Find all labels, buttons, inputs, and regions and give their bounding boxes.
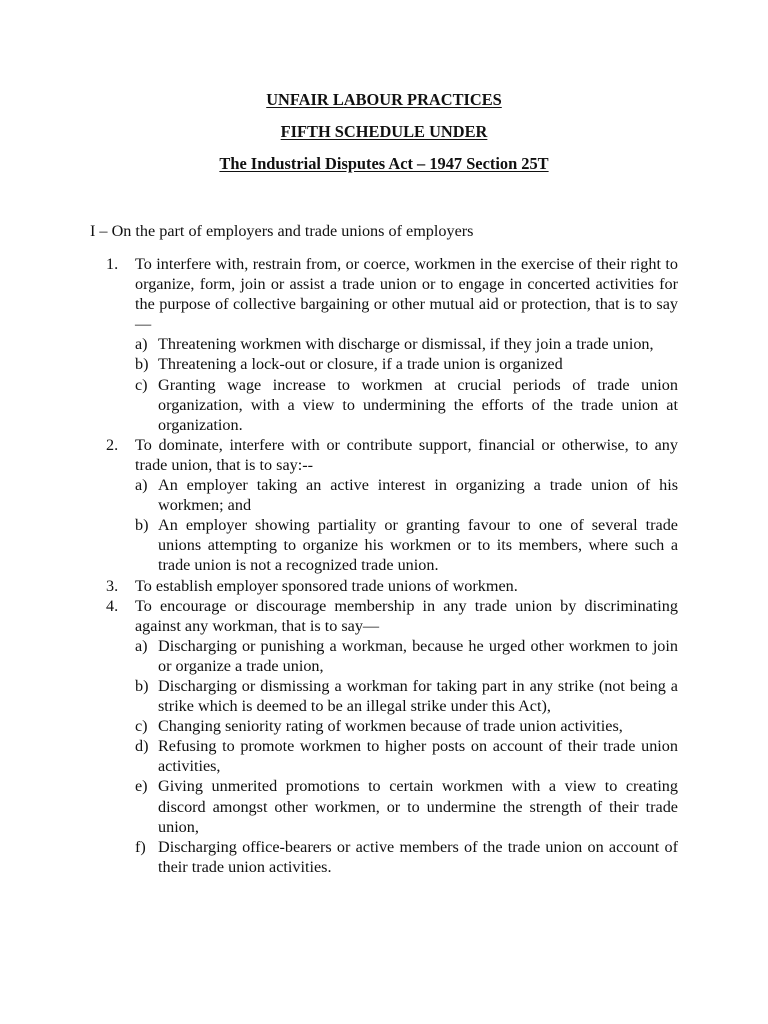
- sub-item-letter: d): [135, 737, 149, 756]
- section-heading: I – On the part of employers and trade unions of employers: [90, 222, 474, 240]
- item-text: To encourage or discourage membership in any trade union by discriminating against any workman, that is to say—: [135, 596, 678, 635]
- list-item: [106, 596, 678, 877]
- sub-item-text: An employer taking an active interest in organizing a trade union of his workmen; and: [158, 476, 678, 515]
- sub-item: [135, 837, 678, 877]
- item-text: To establish employer sponsored trade unions of workmen.: [135, 576, 518, 595]
- sub-item-letter: a): [135, 636, 148, 655]
- sub-item: [135, 475, 678, 515]
- sub-item-text: Discharging or punishing a workman, because he urged other workmen to join or organize a trade union,: [158, 636, 678, 675]
- sub-item: [135, 776, 678, 836]
- sub-item: [135, 354, 678, 374]
- sub-item-text: Discharging or dismissing a workman for taking part in any strike (not being a strike which is deemed to be an illegal strike under this Act),: [158, 676, 678, 716]
- sub-item-letter: f): [135, 837, 146, 856]
- item-text: To interfere with, restrain from, or coerce, workmen in the exercise of their right to organize, form, join or assist a trade union or to engage in concerted activities for the purpose of collective bargaining or other mutual aid or protection, that is to say—: [135, 255, 678, 334]
- list-item: [106, 576, 678, 596]
- sub-item-letter: c): [135, 375, 148, 394]
- sub-item-text: An employer showing partiality or granting favour to one of several trade unions attempting to organize his workmen or to its members, where such a trade union is not a recognized trade union.: [158, 516, 678, 575]
- sub-item-text: Threatening a lock-out or closure, if a trade union is organized: [158, 355, 563, 374]
- item-text: To dominate, interfere with or contribute support, financial or otherwise, to any trade union, that is to say:--: [135, 435, 678, 474]
- sub-item: [135, 716, 678, 736]
- item-number: 1.: [106, 255, 119, 273]
- document-subtitle: FIFTH SCHEDULE UNDER: [280, 122, 488, 141]
- sub-item-letter: b): [135, 676, 149, 695]
- item-number: 3.: [106, 576, 119, 595]
- list-item: [106, 254, 678, 435]
- sub-item-text: Changing seniority rating of workmen because of trade union activities,: [158, 717, 623, 736]
- sub-item-text: Threatening workmen with discharge or dismissal, if they join a trade union,: [158, 335, 654, 354]
- sub-item-text: Refusing to promote workmen to higher posts on account of their trade union activities,: [158, 737, 678, 776]
- title-block: [0, 90, 768, 186]
- sub-item: [135, 375, 678, 435]
- sub-item-text: Granting wage increase to workmen at crucial periods of trade union organization, with a view to undermining the efforts of the trade union at organization.: [158, 375, 678, 434]
- sub-item-letter: a): [135, 335, 148, 354]
- act-title: The Industrial Disputes Act – 1947 Section 25T: [219, 154, 549, 173]
- sub-item-text: Giving unmerited promotions to certain workmen with a view to creating discord amongst other workmen, or to undermine the strength of their trade union,: [158, 777, 678, 836]
- sub-item: [135, 736, 678, 776]
- sub-item-letter: e): [135, 777, 148, 796]
- sub-item-letter: c): [135, 717, 148, 736]
- sub-item-letter: b): [135, 516, 149, 535]
- item-number: 4.: [106, 596, 119, 615]
- sub-item-letter: b): [135, 355, 149, 374]
- document-title: UNFAIR LABOUR PRACTICES: [266, 90, 502, 109]
- sub-item-letter: a): [135, 476, 148, 495]
- sub-item: [135, 636, 678, 676]
- sub-item: [135, 515, 678, 575]
- sub-item: [135, 334, 678, 354]
- sub-item: [135, 676, 678, 716]
- list-item: [106, 435, 678, 576]
- numbered-list: [106, 254, 678, 877]
- sub-item-text: Discharging office-bearers or active members of the trade union on account of their trade union activities.: [158, 837, 678, 876]
- item-number: 2.: [106, 435, 119, 454]
